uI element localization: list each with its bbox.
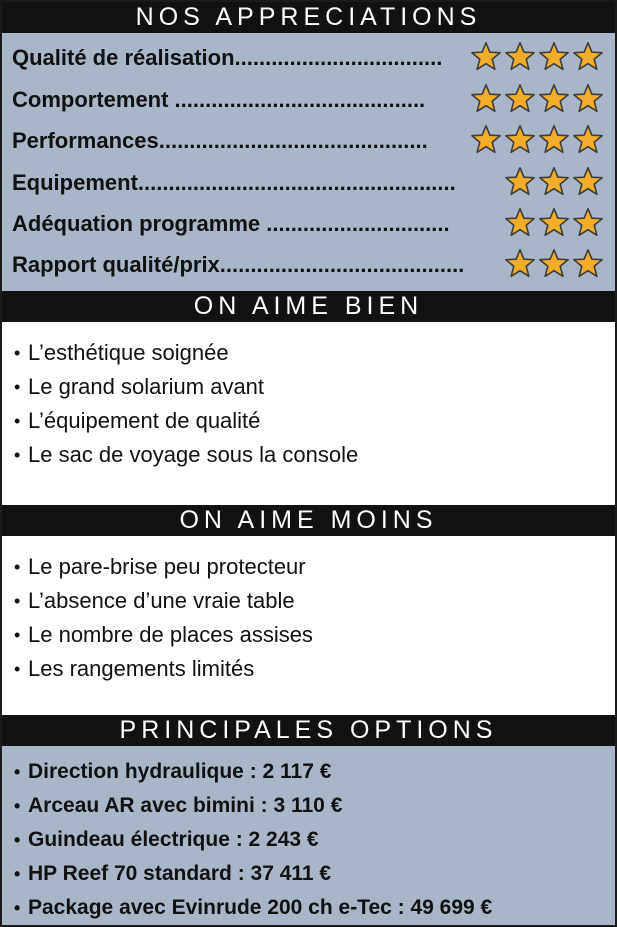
dislike-item: Le nombre de places assises [28, 622, 313, 647]
star-rating-performance [469, 123, 605, 157]
option-item: Guindeau électrique : 2 243 € [28, 828, 319, 851]
likes-list [14, 340, 358, 476]
ratings-title: NOS APPRECIATIONS [135, 3, 482, 31]
rating-label-value: Rapport qualité/prix........................................ [12, 252, 465, 277]
rating-label-equipment: Equipement.................................................... [12, 170, 456, 195]
list-item [14, 793, 492, 827]
bullet-icon: • [14, 659, 21, 679]
bullet-icon: • [14, 625, 21, 645]
option-item: HP Reef 70 standard : 37 411 € [28, 862, 332, 885]
bullet-icon: • [14, 591, 21, 611]
list-item [14, 554, 313, 588]
rating-row-performance [12, 121, 605, 161]
rating-row-quality [12, 38, 605, 78]
list-item [14, 588, 313, 622]
star-icon [571, 82, 605, 116]
likes-header [2, 291, 615, 322]
rating-row-handling [12, 80, 605, 120]
dislikes-title: ON AIME MOINS [179, 506, 438, 534]
like-item: L’esthétique soignée [28, 340, 229, 365]
rating-label-quality: Qualité de réalisation.................................. [12, 45, 443, 70]
star-rating-quality [469, 40, 605, 74]
list-item [14, 861, 492, 895]
option-item: Direction hydraulique : 2 117 € [28, 760, 332, 783]
dislike-item: Le pare-brise peu protecteur [28, 554, 306, 579]
list-item [14, 408, 358, 442]
star-icon [537, 123, 571, 157]
options-list [14, 759, 492, 927]
star-icon [537, 165, 571, 199]
star-icon [537, 206, 571, 240]
dislikes-header [2, 505, 615, 536]
bullet-icon: • [14, 830, 21, 850]
rating-label-program-fit: Adéquation programme .............................. [12, 211, 450, 236]
star-icon [503, 82, 537, 116]
list-item [14, 340, 358, 374]
star-icon [571, 165, 605, 199]
dislikes-list [14, 554, 313, 690]
star-icon [571, 247, 605, 281]
star-icon [571, 206, 605, 240]
rating-label-handling: Comportement ......................................... [12, 87, 426, 112]
rating-row-program-fit [12, 204, 605, 244]
dislike-item: L’absence d’une vraie table [28, 588, 295, 613]
list-item [14, 895, 492, 927]
star-rating-handling [469, 82, 605, 116]
star-rating-program-fit [503, 206, 605, 240]
star-icon [537, 40, 571, 74]
rating-label-performance: Performances............................................ [12, 128, 428, 153]
dislike-item: Les rangements limités [28, 656, 255, 681]
star-icon [503, 165, 537, 199]
options-title: PRINCIPALES OPTIONS [119, 716, 498, 744]
like-item: Le grand solarium avant [28, 374, 265, 399]
star-icon [469, 82, 503, 116]
bullet-icon: • [14, 343, 21, 363]
rating-row-equipment [12, 163, 605, 203]
star-icon [503, 206, 537, 240]
star-icon [469, 40, 503, 74]
bullet-icon: • [14, 445, 21, 465]
star-icon [571, 40, 605, 74]
likes-section [2, 322, 615, 505]
like-item: Le sac de voyage sous la console [28, 442, 359, 467]
star-icon [537, 247, 571, 281]
option-item: Arceau AR avec bimini : 3 110 € [28, 794, 343, 817]
star-icon [469, 123, 503, 157]
bullet-icon: • [14, 557, 21, 577]
likes-title: ON AIME BIEN [193, 292, 424, 320]
bullet-icon: • [14, 898, 21, 918]
star-rating-value [503, 247, 605, 281]
ratings-header [2, 2, 615, 33]
bullet-icon: • [14, 762, 21, 782]
like-item: L’équipement de qualité [28, 408, 261, 433]
list-item [14, 374, 358, 408]
options-header [2, 715, 615, 746]
bullet-icon: • [14, 377, 21, 397]
star-icon [503, 247, 537, 281]
list-item [14, 622, 313, 656]
list-item [14, 827, 492, 861]
list-item [14, 759, 492, 793]
star-icon [503, 40, 537, 74]
option-item: Package avec Evinrude 200 ch e-Tec : 49 699 € [28, 896, 493, 919]
bullet-icon: • [14, 411, 21, 431]
ratings-section [2, 33, 615, 291]
star-rating-equipment [503, 165, 605, 199]
bullet-icon: • [14, 796, 21, 816]
star-icon [503, 123, 537, 157]
options-section [2, 746, 615, 927]
star-icon [571, 123, 605, 157]
list-item [14, 442, 358, 476]
rating-row-value [12, 245, 605, 285]
bullet-icon: • [14, 864, 21, 884]
star-icon [537, 82, 571, 116]
list-item [14, 656, 313, 690]
dislikes-section [2, 536, 615, 715]
